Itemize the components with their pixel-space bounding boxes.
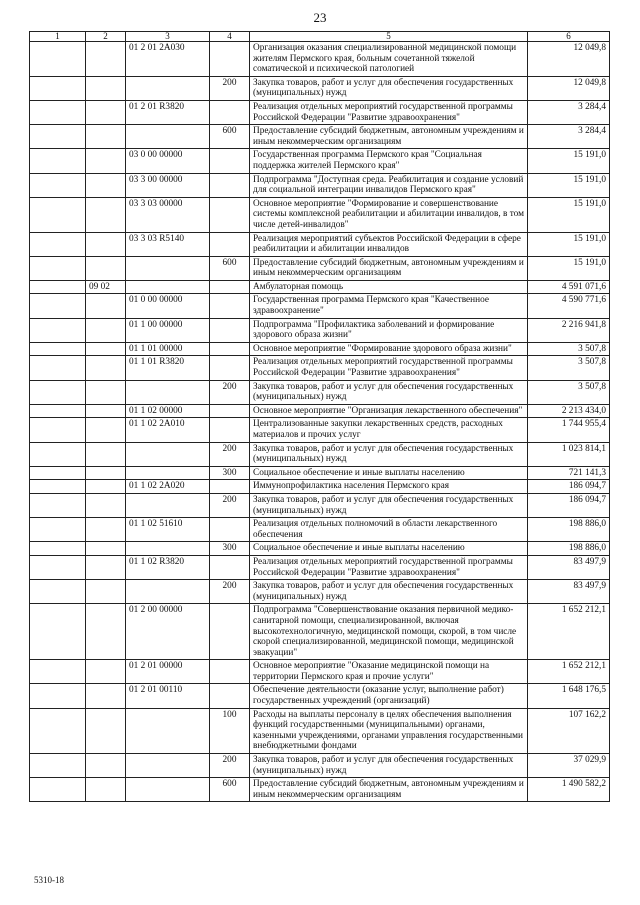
column-header: 6 — [528, 32, 610, 42]
table-row — [30, 232, 610, 256]
table-row — [30, 580, 610, 604]
amount-cell: 83 497,9 — [528, 580, 610, 604]
budget-table — [29, 31, 610, 802]
description-cell: Закупка товаров, работ и услуг для обеспечения государственных (муниципальных) нужд — [250, 493, 528, 517]
subsection-cell — [86, 76, 126, 100]
column-header: 3 — [126, 32, 210, 42]
amount-cell: 12 049,8 — [528, 42, 610, 77]
target-article-cell: 01 2 01 2А030 — [126, 42, 210, 77]
section-cell — [30, 256, 86, 280]
subsection-cell — [86, 684, 126, 708]
expense-type-cell: 100 — [210, 708, 250, 753]
target-article-cell — [126, 380, 210, 404]
subsection-cell — [86, 518, 126, 542]
amount-cell: 4 591 071,6 — [528, 280, 610, 294]
table-row — [30, 480, 610, 494]
table-row — [30, 778, 610, 802]
description-cell: Реализация отдельных полномочий в области лекарственного обеспечения — [250, 518, 528, 542]
subsection-cell — [86, 754, 126, 778]
amount-cell: 198 886,0 — [528, 518, 610, 542]
table-row — [30, 149, 610, 173]
description-cell: Реализация отдельных мероприятий государственной программы Российской Федерации "Развитие здравоохранения" — [250, 555, 528, 579]
table-row — [30, 294, 610, 318]
description-cell: Социальное обеспечение и иные выплаты населению — [250, 542, 528, 556]
subsection-cell — [86, 404, 126, 418]
column-header: 2 — [86, 32, 126, 42]
amount-cell: 1 652 212,1 — [528, 660, 610, 684]
table-row — [30, 125, 610, 149]
description-cell: Основное мероприятие "Организация лекарственного обеспечения" — [250, 404, 528, 418]
section-cell — [30, 778, 86, 802]
subsection-cell — [86, 493, 126, 517]
subsection-cell — [86, 580, 126, 604]
section-cell — [30, 149, 86, 173]
expense-type-cell — [210, 404, 250, 418]
section-cell — [30, 100, 86, 124]
target-article-cell — [126, 778, 210, 802]
description-cell: Закупка товаров, работ и услуг для обеспечения государственных (муниципальных) нужд — [250, 580, 528, 604]
section-cell — [30, 555, 86, 579]
target-article-cell: 01 1 02 2А020 — [126, 480, 210, 494]
table-row — [30, 684, 610, 708]
amount-cell: 107 162,2 — [528, 708, 610, 753]
description-cell: Реализация отдельных мероприятий государственной программы Российской Федерации "Развитие здравоохранения" — [250, 356, 528, 380]
amount-cell: 15 191,0 — [528, 256, 610, 280]
section-cell — [30, 173, 86, 197]
section-cell — [30, 542, 86, 556]
amount-cell: 186 094,7 — [528, 480, 610, 494]
subsection-cell — [86, 318, 126, 342]
description-cell: Закупка товаров, работ и услуг для обеспечения государственных (муниципальных) нужд — [250, 754, 528, 778]
expense-type-cell: 200 — [210, 493, 250, 517]
section-cell — [30, 518, 86, 542]
subsection-cell — [86, 342, 126, 356]
expense-type-cell: 200 — [210, 380, 250, 404]
subsection-cell — [86, 555, 126, 579]
description-cell: Предоставление субсидий бюджетным, автономным учреждениям и иным некоммерческим организациям — [250, 125, 528, 149]
expense-type-cell — [210, 197, 250, 232]
description-cell: Подпрограмма "Совершенствование оказания первичной медико-санитарной помощи, специализированной, включая высокотехнологичную, медицинской помощи, скорой, в том числе скорой специализированной, медицинской помощи, медицинской эвакуации" — [250, 604, 528, 660]
subsection-cell — [86, 542, 126, 556]
expense-type-cell: 300 — [210, 466, 250, 480]
target-article-cell — [126, 256, 210, 280]
table-body — [30, 42, 610, 802]
expense-type-cell — [210, 480, 250, 494]
description-cell: Обеспечение деятельности (оказание услуг, выполнение работ) государственных учреждений (организаций) — [250, 684, 528, 708]
section-cell — [30, 318, 86, 342]
expense-type-cell — [210, 356, 250, 380]
table-row — [30, 280, 610, 294]
table-row — [30, 404, 610, 418]
subsection-cell — [86, 660, 126, 684]
expense-type-cell: 200 — [210, 754, 250, 778]
target-article-cell: 01 1 02 00000 — [126, 404, 210, 418]
table-row — [30, 708, 610, 753]
description-cell: Иммунопрофилактика населения Пермского края — [250, 480, 528, 494]
subsection-cell — [86, 232, 126, 256]
target-article-cell — [126, 76, 210, 100]
expense-type-cell: 600 — [210, 256, 250, 280]
expense-type-cell: 200 — [210, 76, 250, 100]
description-cell: Закупка товаров, работ и услуг для обеспечения государственных (муниципальных) нужд — [250, 380, 528, 404]
expense-type-cell — [210, 418, 250, 442]
table-row — [30, 356, 610, 380]
amount-cell: 1 648 176,5 — [528, 684, 610, 708]
section-cell — [30, 76, 86, 100]
section-cell — [30, 466, 86, 480]
section-cell — [30, 754, 86, 778]
expense-type-cell — [210, 555, 250, 579]
subsection-cell — [86, 778, 126, 802]
description-cell: Предоставление субсидий бюджетным, автономным учреждениям и иным некоммерческим организациям — [250, 778, 528, 802]
amount-cell: 186 094,7 — [528, 493, 610, 517]
target-article-cell: 01 1 01 00000 — [126, 342, 210, 356]
subsection-cell — [86, 149, 126, 173]
amount-cell: 2 216 941,8 — [528, 318, 610, 342]
expense-type-cell: 200 — [210, 442, 250, 466]
target-article-cell: 01 0 00 00000 — [126, 294, 210, 318]
target-article-cell: 03 0 00 00000 — [126, 149, 210, 173]
expense-type-cell — [210, 173, 250, 197]
amount-cell: 1 490 582,2 — [528, 778, 610, 802]
target-article-cell: 01 1 02 51610 — [126, 518, 210, 542]
page-number: 23 — [313, 10, 327, 25]
expense-type-cell — [210, 280, 250, 294]
section-cell — [30, 708, 86, 753]
column-header: 4 — [210, 32, 250, 42]
expense-type-cell — [210, 232, 250, 256]
subsection-cell: 09 02 — [86, 280, 126, 294]
section-cell — [30, 480, 86, 494]
table-row — [30, 173, 610, 197]
subsection-cell — [86, 480, 126, 494]
expense-type-cell: 600 — [210, 778, 250, 802]
subsection-cell — [86, 604, 126, 660]
target-article-cell: 01 2 01 00000 — [126, 660, 210, 684]
target-article-cell — [126, 580, 210, 604]
description-cell: Государственная программа Пермского края "Качественное здравоохранение" — [250, 294, 528, 318]
description-cell: Расходы на выплаты персоналу в целях обеспечения выполнения функций государственными (муниципальными) органами, казенными учреждениями, органами управления государственными внебюджетными фондами — [250, 708, 528, 753]
target-article-cell: 01 1 01 R3820 — [126, 356, 210, 380]
section-cell — [30, 493, 86, 517]
target-article-cell: 03 3 03 R5140 — [126, 232, 210, 256]
subsection-cell — [86, 356, 126, 380]
section-cell — [30, 197, 86, 232]
section-cell — [30, 404, 86, 418]
target-article-cell — [126, 493, 210, 517]
amount-cell: 721 141,3 — [528, 466, 610, 480]
amount-cell: 198 886,0 — [528, 542, 610, 556]
amount-cell: 37 029,9 — [528, 754, 610, 778]
amount-cell: 3 284,4 — [528, 125, 610, 149]
section-cell — [30, 342, 86, 356]
table-row — [30, 604, 610, 660]
description-cell: Организация оказания специализированной медицинской помощи жителям Пермского края, больным сочетанной тяжелой соматической и психической патологией — [250, 42, 528, 77]
table-row — [30, 100, 610, 124]
section-cell — [30, 418, 86, 442]
subsection-cell — [86, 256, 126, 280]
section-cell — [30, 42, 86, 77]
section-cell — [30, 280, 86, 294]
table-row — [30, 380, 610, 404]
amount-cell: 3 507,8 — [528, 342, 610, 356]
target-article-cell: 01 1 00 00000 — [126, 318, 210, 342]
description-cell: Подпрограмма "Профилактика заболеваний и формирование здорового образа жизни" — [250, 318, 528, 342]
description-cell: Централизованные закупки лекарственных средств, расходных материалов и прочих услуг — [250, 418, 528, 442]
column-header: 5 — [250, 32, 528, 42]
section-cell — [30, 442, 86, 466]
subsection-cell — [86, 442, 126, 466]
description-cell: Реализация отдельных мероприятий государственной программы Российской Федерации "Развитие здравоохранения" — [250, 100, 528, 124]
amount-cell: 15 191,0 — [528, 149, 610, 173]
target-article-cell — [126, 708, 210, 753]
amount-cell: 2 213 434,0 — [528, 404, 610, 418]
table-row — [30, 42, 610, 77]
expense-type-cell — [210, 42, 250, 77]
table-row — [30, 318, 610, 342]
description-cell: Закупка товаров, работ и услуг для обеспечения государственных (муниципальных) нужд — [250, 442, 528, 466]
description-cell: Основное мероприятие "Формирование и совершенствование системы комплексной реабилитации и абилитации инвалидов, в том числе детей-инвалидов" — [250, 197, 528, 232]
table-row — [30, 256, 610, 280]
description-cell: Социальное обеспечение и иные выплаты населению — [250, 466, 528, 480]
target-article-cell: 01 2 01 R3820 — [126, 100, 210, 124]
table-row — [30, 197, 610, 232]
section-cell — [30, 380, 86, 404]
expense-type-cell — [210, 294, 250, 318]
expense-type-cell — [210, 518, 250, 542]
table-row — [30, 555, 610, 579]
target-article-cell — [126, 280, 210, 294]
table-row — [30, 342, 610, 356]
target-article-cell: 01 2 00 00000 — [126, 604, 210, 660]
section-cell — [30, 294, 86, 318]
footer-code: 5310-18 — [34, 875, 64, 885]
table-row — [30, 442, 610, 466]
description-cell: Основное мероприятие "Формирование здорового образа жизни" — [250, 342, 528, 356]
amount-cell: 1 744 955,4 — [528, 418, 610, 442]
table-row — [30, 542, 610, 556]
subsection-cell — [86, 197, 126, 232]
table-header-row — [30, 32, 610, 42]
subsection-cell — [86, 418, 126, 442]
amount-cell: 12 049,8 — [528, 76, 610, 100]
amount-cell: 83 497,9 — [528, 555, 610, 579]
expense-type-cell: 200 — [210, 580, 250, 604]
subsection-cell — [86, 42, 126, 77]
section-cell — [30, 660, 86, 684]
subsection-cell — [86, 380, 126, 404]
table-row — [30, 418, 610, 442]
expense-type-cell — [210, 149, 250, 173]
section-cell — [30, 356, 86, 380]
expense-type-cell — [210, 604, 250, 660]
section-cell — [30, 604, 86, 660]
target-article-cell: 03 3 03 00000 — [126, 197, 210, 232]
table-row — [30, 754, 610, 778]
target-article-cell: 01 1 02 R3820 — [126, 555, 210, 579]
expense-type-cell: 600 — [210, 125, 250, 149]
table-row — [30, 518, 610, 542]
description-cell: Предоставление субсидий бюджетным, автономным учреждениям и иным некоммерческим организациям — [250, 256, 528, 280]
table-row — [30, 660, 610, 684]
table-row — [30, 76, 610, 100]
subsection-cell — [86, 100, 126, 124]
section-cell — [30, 684, 86, 708]
target-article-cell — [126, 125, 210, 149]
amount-cell: 15 191,0 — [528, 173, 610, 197]
target-article-cell: 03 3 00 00000 — [126, 173, 210, 197]
amount-cell: 3 507,8 — [528, 356, 610, 380]
target-article-cell — [126, 754, 210, 778]
amount-cell: 4 590 771,6 — [528, 294, 610, 318]
description-cell: Закупка товаров, работ и услуг для обеспечения государственных (муниципальных) нужд — [250, 76, 528, 100]
description-cell: Реализация мероприятий субъектов Российской Федерации в сфере реабилитации и абилитации инвалидов — [250, 232, 528, 256]
table-row — [30, 466, 610, 480]
target-article-cell — [126, 542, 210, 556]
subsection-cell — [86, 173, 126, 197]
description-cell: Государственная программа Пермского края "Социальная поддержка жителей Пермского края" — [250, 149, 528, 173]
expense-type-cell — [210, 342, 250, 356]
description-cell: Амбулаторная помощь — [250, 280, 528, 294]
section-cell — [30, 580, 86, 604]
subsection-cell — [86, 294, 126, 318]
amount-cell: 3 507,8 — [528, 380, 610, 404]
expense-type-cell — [210, 684, 250, 708]
subsection-cell — [86, 708, 126, 753]
section-cell — [30, 125, 86, 149]
section-cell — [30, 232, 86, 256]
target-article-cell: 01 1 02 2А010 — [126, 418, 210, 442]
amount-cell: 15 191,0 — [528, 232, 610, 256]
subsection-cell — [86, 125, 126, 149]
amount-cell: 15 191,0 — [528, 197, 610, 232]
target-article-cell: 01 2 01 00110 — [126, 684, 210, 708]
column-header: 1 — [30, 32, 86, 42]
expense-type-cell — [210, 318, 250, 342]
amount-cell: 1 023 814,1 — [528, 442, 610, 466]
description-cell: Основное мероприятие "Оказание медицинской помощи на территории Пермского края и прочие услуги" — [250, 660, 528, 684]
subsection-cell — [86, 466, 126, 480]
table-row — [30, 493, 610, 517]
description-cell: Подпрограмма "Доступная среда. Реабилитация и создание условий для социальной интеграции инвалидов Пермского края" — [250, 173, 528, 197]
expense-type-cell — [210, 100, 250, 124]
target-article-cell — [126, 442, 210, 466]
expense-type-cell: 300 — [210, 542, 250, 556]
amount-cell: 1 652 212,1 — [528, 604, 610, 660]
target-article-cell — [126, 466, 210, 480]
amount-cell: 3 284,4 — [528, 100, 610, 124]
expense-type-cell — [210, 660, 250, 684]
